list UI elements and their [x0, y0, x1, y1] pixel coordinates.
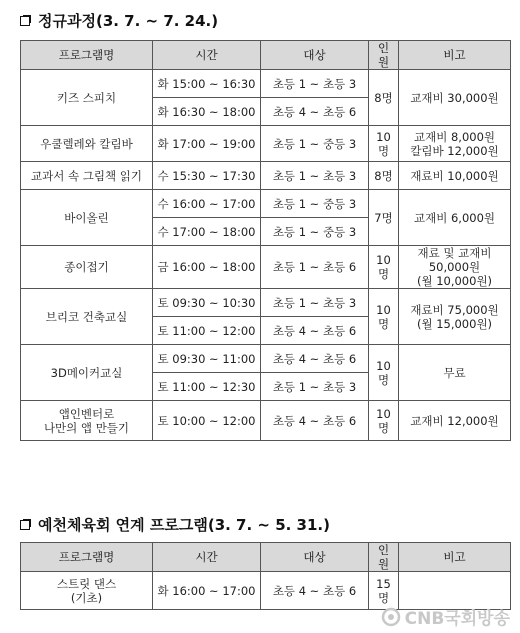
program-note: 교재비 30,000원	[399, 70, 511, 126]
program-capacity: 7명	[369, 190, 399, 246]
program-note: 재료비 75,000원 (월 15,000원)	[399, 289, 511, 345]
session-time: 금 16:00 ~ 18:00	[153, 246, 261, 289]
watermark-text: CNB국회방송	[404, 609, 510, 629]
table-header-row	[21, 41, 511, 70]
header-note: 비고	[399, 41, 511, 70]
session-target: 초등 1 ~ 중등 3	[261, 218, 369, 246]
table-row	[21, 126, 511, 162]
session-time: 토 09:30 ~ 10:30	[153, 289, 261, 317]
session-target: 초등 1 ~ 초등 3	[261, 289, 369, 317]
table-row	[21, 70, 511, 98]
table-row	[21, 401, 511, 441]
cnb-watermark	[381, 604, 510, 629]
program-name: 종이접기	[21, 246, 153, 289]
checkbox-icon	[20, 16, 30, 26]
session-target: 초등 4 ~ 초등 6	[261, 345, 369, 373]
header-people-top: 인	[377, 543, 390, 557]
table-header-row	[21, 543, 511, 572]
header-time: 시간	[153, 41, 261, 70]
session-time: 화 17:00 ~ 19:00	[153, 126, 261, 162]
session-target: 초등 4 ~ 초등 6	[261, 401, 369, 441]
session-target: 초등 4 ~ 초등 6	[261, 98, 369, 126]
session-time: 수 15:30 ~ 17:30	[153, 162, 261, 190]
program-note: 재료 및 교재비 50,000원 (월 10,000원)	[399, 246, 511, 289]
program-capacity: 10명	[369, 126, 399, 162]
session-time: 화 16:00 ~ 17:00	[153, 572, 261, 610]
session-target: 초등 1 ~ 초등 6	[261, 246, 369, 289]
program-name: 키즈 스피치	[21, 70, 153, 126]
program-note: 재료비 10,000원	[399, 162, 511, 190]
table-row	[21, 246, 511, 289]
header-time: 시간	[153, 543, 261, 572]
program-name: 3D메이커교실	[21, 345, 153, 401]
header-people-top: 인	[377, 41, 390, 55]
program-note: 교재비 6,000원	[399, 190, 511, 246]
program-capacity: 15명	[369, 572, 399, 610]
program-name: 우쿨렐레와 칼림바	[21, 126, 153, 162]
session-target: 초등 1 ~ 중등 3	[261, 126, 369, 162]
program-capacity: 8명	[369, 70, 399, 126]
header-note: 비고	[399, 543, 511, 572]
session-time: 화 16:30 ~ 18:00	[153, 98, 261, 126]
program-capacity: 10명	[369, 401, 399, 441]
table-row	[21, 162, 511, 190]
program-capacity: 10명	[369, 289, 399, 345]
program-capacity: 8명	[369, 162, 399, 190]
session-target: 초등 1 ~ 초등 3	[261, 70, 369, 98]
program-name: 스트릿 댄스 (기초)	[21, 572, 153, 610]
table-row	[21, 190, 511, 218]
table-row	[21, 289, 511, 317]
session-time: 토 10:00 ~ 12:00	[153, 401, 261, 441]
session-time: 토 11:00 ~ 12:00	[153, 317, 261, 345]
program-capacity: 10명	[369, 345, 399, 401]
program-note: 무료	[399, 345, 511, 401]
header-program: 프로그램명	[21, 543, 153, 572]
section2-title: 예천체육회 연계 프로그램(3. 7. ~ 5. 31.)	[38, 516, 330, 534]
header-people-bottom: 원	[377, 557, 390, 571]
checkbox-icon	[20, 520, 30, 530]
header-people	[369, 543, 399, 572]
session-time: 화 15:00 ~ 16:30	[153, 70, 261, 98]
session-time: 수 17:00 ~ 18:00	[153, 218, 261, 246]
header-target: 대상	[261, 543, 369, 572]
program-note: 교재비 8,000원 칼림바 12,000원	[399, 126, 511, 162]
section2-heading	[20, 514, 330, 535]
session-target: 초등 1 ~ 초등 3	[261, 373, 369, 401]
program-name: 브리코 건축교실	[21, 289, 153, 345]
program-name: 교과서 속 그림책 읽기	[21, 162, 153, 190]
program-name: 앱인벤터로 나만의 앱 만들기	[21, 401, 153, 441]
program-name: 바이올린	[21, 190, 153, 246]
header-program: 프로그램명	[21, 41, 153, 70]
table-row	[21, 345, 511, 373]
linked-program-table	[20, 542, 511, 610]
header-people	[369, 41, 399, 70]
program-note: 교재비 12,000원	[399, 401, 511, 441]
program-capacity: 10명	[369, 246, 399, 289]
session-target: 초등 1 ~ 중등 3	[261, 190, 369, 218]
cnb-logo-icon	[381, 607, 401, 627]
session-target: 초등 4 ~ 초등 6	[261, 317, 369, 345]
session-target: 초등 1 ~ 초등 3	[261, 162, 369, 190]
header-target: 대상	[261, 41, 369, 70]
section1-heading	[20, 10, 218, 31]
session-time: 수 16:00 ~ 17:00	[153, 190, 261, 218]
regular-program-table	[20, 40, 511, 441]
header-people-bottom: 원	[377, 55, 390, 69]
session-target: 초등 4 ~ 초등 6	[261, 572, 369, 610]
session-time: 토 11:00 ~ 12:30	[153, 373, 261, 401]
section1-title: 정규과정(3. 7. ~ 7. 24.)	[38, 12, 219, 30]
session-time: 토 09:30 ~ 11:00	[153, 345, 261, 373]
